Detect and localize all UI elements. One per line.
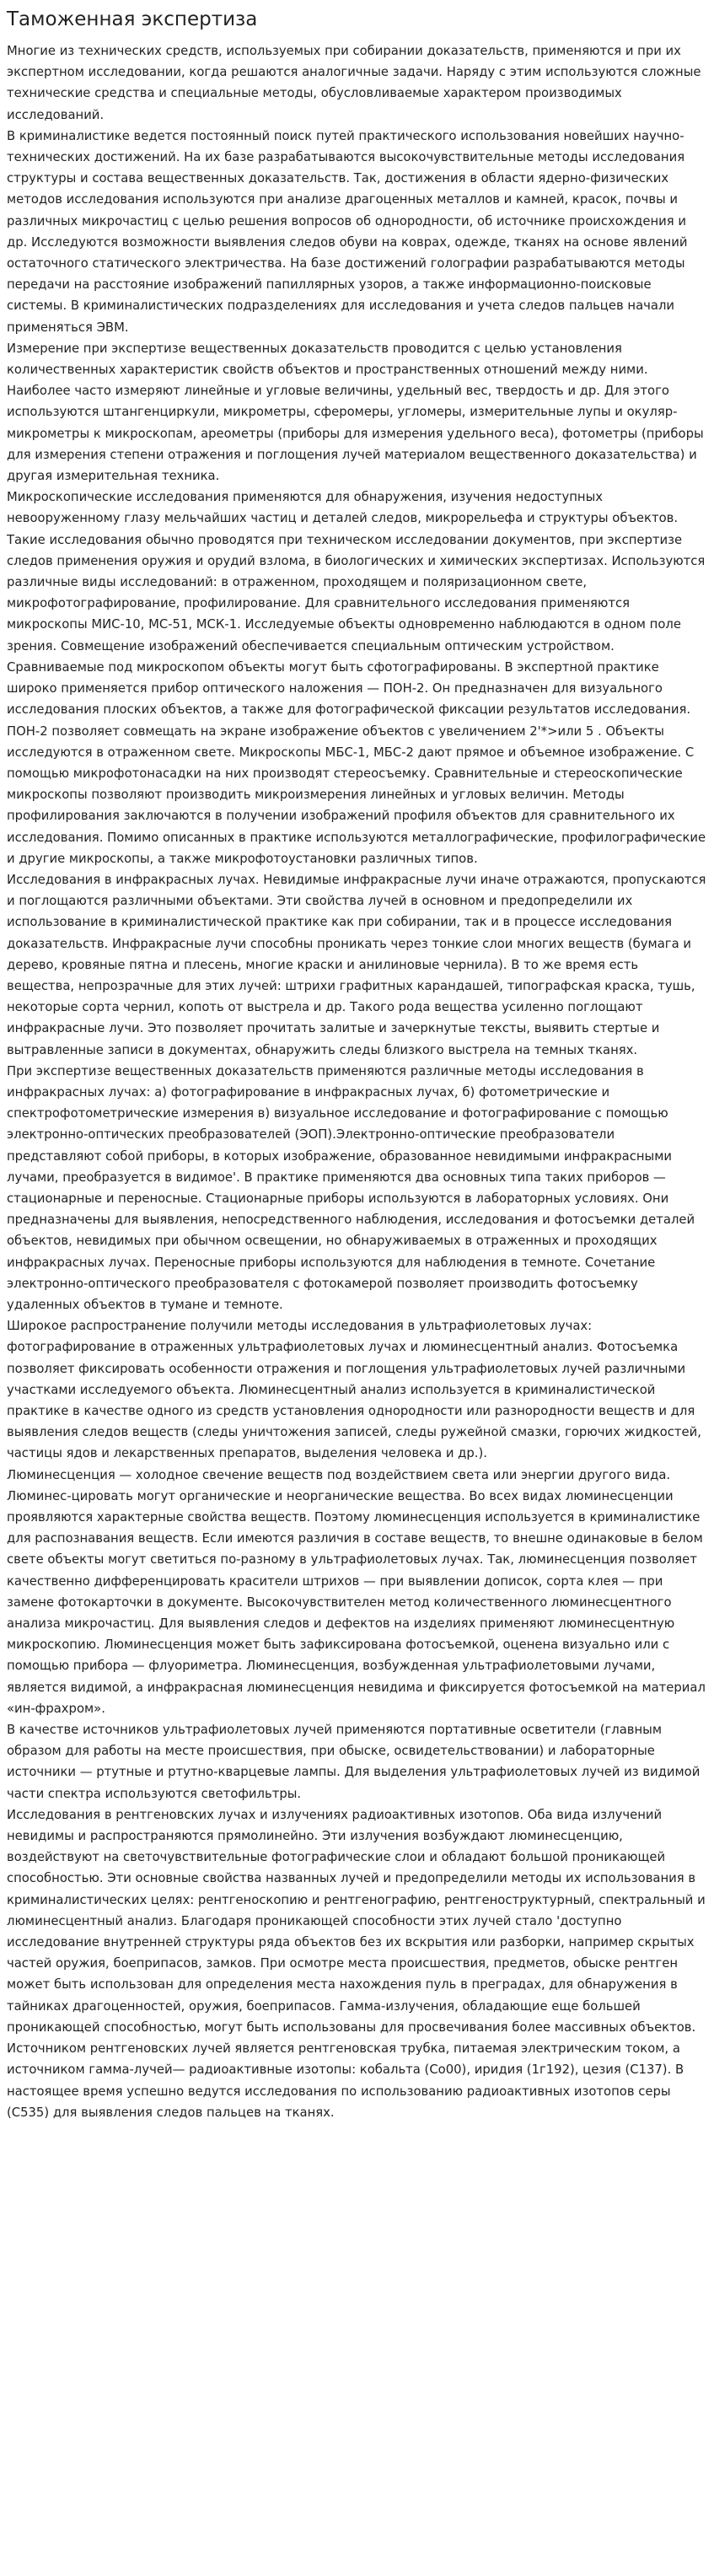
- paragraph: Исследования в инфракрасных лучах. Невидимые инфракрасные лучи иначе отражаются, пропускаются и поглощаются различными объектами. Эти свойства лучей в основном и предопределили их использование в криминалистической практике как при собирании, так и в процессе исследования доказательств. Инфракрасные лучи способны проникать через тонкие слои многих веществ (бумага и дерево, кровяные пятна и плесень, многие краски и анилиновые чернила). В то же время есть вещества, непрозрачные для этих лучей: штрихи графитных карандашей, типографская краска, тушь, некоторые сорта чернил, копоть от выстрела и др. Такого рода вещества усиленно поглощают инфракрасные лучи. Это позволяет прочитать залитые и зачеркнутые тексты, выявить стертые и вытравленные записи в документах, обнаружить следы близкого выстрела на темных тканях.: [7, 872, 706, 1057]
- paragraph: Люминесценция — холодное свечение веществ под воздействием света или энергии другого вида. Люминес-цировать могут органические и неорганические вещества. Во всех видах люминесценции проявляются характерные свойства веществ. Поэтому люминесценция используется в криминалистике для распознавания веществ. Если имеются различия в составе веществ, то внешне одинаковые в белом свете объекты могут светиться по-разному в ультрафиолетовых лучах. Так, люминесценция позволяет качественно дифференцировать красители штрихов — при выявлении дописок, сорта клея — при замене фотокарточки в документе. Высокочувствителен метод количественного люминесцентного анализа микрочастиц. Для выявления следов и дефектов на изделиях применяют люминесцентную микроскопию. Люминесценция может быть зафиксирована фотосъемкой, оценена визуально или с помощью прибора — флуориметра. Люминесценция, возбужденная ультрафиолетовыми лучами, является видимой, а инфракрасная люминесценция невидима и фиксируется фотосъемкой на материал «ин-фрахром».: [7, 1467, 706, 1716]
- paragraph: Измерение при экспертизе вещественных доказательств проводится с целью установления количественных характеристик свойств объектов и пространственных отношений между ними. Наиболее часто измеряют линейные и угловые величины, удельный вес, твердость и др. Для этого используются штангенциркули, микрометры, сферомеры, угломеры, измерительные лупы и окуляр-микрометры к микроскопам, ареометры (приборы для измерения удельного веса), фотометры (приборы для измерения степени отражения и поглощения лучей материалом вещественного доказательства) и другая измерительная техника.: [7, 341, 704, 484]
- paragraph: Исследования в рентгеновских лучах и излучениях радиоактивных изотопов. Оба вида излучений невидимы и распространяются прямолинейно. Эти излучения возбуждают люминесценцию, воздействуют на светочувствительные фотографические слои и обладают большой проникающей способностью. Эти основные свойства названных лучей и предопределили методы их использования в криминалистических целях: рентгеноскопию и рентгенографию, рентгеноструктурный, спектральный и люминесцентный анализ. Благодаря проникающей способности этих лучей стало 'доступно исследование внутренней структуры ряда объектов без их вскрытия или разборки, например скрытых частей оружия, боеприпасов, замков. При осмотре места происшествия, предметов, обыске рентген может быть использован для определения места нахождения пуль в преградах, для обнаружения в тайниках драгоценностей, оружия, боеприпасов. Гамма-излучения, обладающие еще большей проникающей способностью, могут быть использованы для просвечивания более массивных объектов. Источником рентгеновских лучей является рентгеновская трубка, питаемая электрическим током, а источником гамма-лучей— радиоактивные изотопы: кобальта (Со00), иридия (1г192), цезия (С137). В настоящее время успешно ведутся исследования по использованию радиоактивных изотопов серы (С535) для выявления следов пальцев на тканях.: [7, 1807, 706, 2120]
- paragraph: В качестве источников ультрафиолетовых лучей применяются портативные осветители (главным образом для работы на месте происшествия, при обыске, освидетельствовании) и лабораторные источники — ртутные и ртутно-кварцевые лампы. Для выделения ультрафиолетовых лучей из видимой части спектра используются светофильтры.: [7, 1723, 701, 1801]
- paragraph: Широкое распространение получили методы исследования в ультрафиолетовых лучах: фотографирование в отраженных ультрафиолетовых лучах и люминесцентный анализ. Фотосъемка позволяет фиксировать особенности отражения и поглощения ультрафиолетовых лучей различными участками исследуемого объекта. Люминесцентный анализ используется в криминалистической практике в качестве одного из средств установления однородности или разнородности веществ и для выявления следов веществ (следы уничтожения записей, следы ружейной смазки, горючих жидкостей, частицы ядов и лекарственных препаратов, выделения человека и др.).: [7, 1319, 701, 1461]
- paragraph: В криминалистике ведется постоянный поиск путей практического использования новейших научно-технических достижений. На их базе разрабатываются высокочувствительные методы исследования структуры и состава вещественных доказательств. Так, достижения в области ядерно-физических методов исследования используются при анализе драгоценных металлов и камней, красок, почвы и различных микрочастиц с целью решения вопросов об однородности, об источнике происхождения и др. Исследуются возможности выявления следов обуви на коврах, одежде, тканях на основе явлений остаточного статического электричества. На базе достижений голографии разрабатываются методы передачи на расстояние изображений папиллярных узоров, а также информационно-поисковые системы. В криминалистических подразделениях для исследования и учета следов пальцев начали применяться ЭВМ.: [7, 128, 688, 335]
- paragraph: Многие из технических средств, используемых при собирании доказательств, применяются и при их экспертном исследовании, когда решаются аналогичные задачи. Наряду с этим используются сложные технические средства и специальные методы, обусловливаемые характером производимых исследований.: [7, 44, 701, 122]
- paragraph: При экспертизе вещественных доказательств применяются различные методы исследования в инфракрасных лучах: а) фотографирование в инфракрасных лучах, б) фотометрические и спектрофотометрические измерения в) визуальное исследование и фотографирование с помощью электронно-оптических преобразователей (ЭОП).Электронно-оптические преобразователи представляют собой приборы, в которых изображение, образованное невидимыми инфракрасными лучами, преобразуется в видимое'. В практике применяются два основных типа таких приборов — стационарные и переносные. Стационарные приборы используются в лабораторных условиях. Они предназначены для выявления, непосредственного наблюдения, исследования и фотосъемки деталей объектов, невидимых при обычном освещении, но обнаруживаемых в отраженных и проходящих инфракрасных лучах. Переносные приборы используются для наблюдения в темноте. Сочетание электронно-оптического преобразователя с фотокамерой позволяет производить фотосъемку удаленных объектов в тумане и темноте.: [7, 1063, 695, 1312]
- document-body: [7, 40, 707, 2123]
- paragraph: Микроскопические исследования применяются для обнаружения, изучения недоступных невооруженному глазу мельчайших частиц и деталей следов, микрорельефа и структуры объектов. Такие исследования обычно проводятся при техническом исследовании документов, при экспертизе следов применения оружия и орудий взлома, в биологических и химических экспертизах. Используются различные виды исследований: в отраженном, проходящем и поляризационном свете, микрофотографирование, профилирование. Для сравнительного исследования применяются микроскопы МИС-10, МС-51, МСК-1. Исследуемые объекты одновременно наблюдаются в одном поле зрения. Совмещение изображений обеспечивается специальным оптическим устройством. Сравниваемые под микроскопом объекты могут быть сфотографированы. В экспертной практике широко применяется прибор оптического наложения — ПОН-2. Он предназначен для визуального исследования плоских объектов, а также для фотографической фиксации результатов исследования. ПОН-2 позволяет совмещать на экране изображение объектов с увеличением 2'*>или 5 . Объекты исследуются в отраженном свете. Микроскопы МБС-1, МБС-2 дают прямое и объемное изображение. С помощью микрофотонасадки на них производят стереосъемку. Сравнительные и стереоскопические микроскопы позволяют производить микроизмерения линейных и угловых величин. Методы профилирования заключаются в получении изображений профиля объектов для сравнительного их исследования. Помимо описанных в практике используются металлографические, профилографические и другие микроскопы, а также микрофотоустановки различных типов.: [7, 490, 706, 866]
- page-title: Таможенная экспертиза: [7, 8, 258, 30]
